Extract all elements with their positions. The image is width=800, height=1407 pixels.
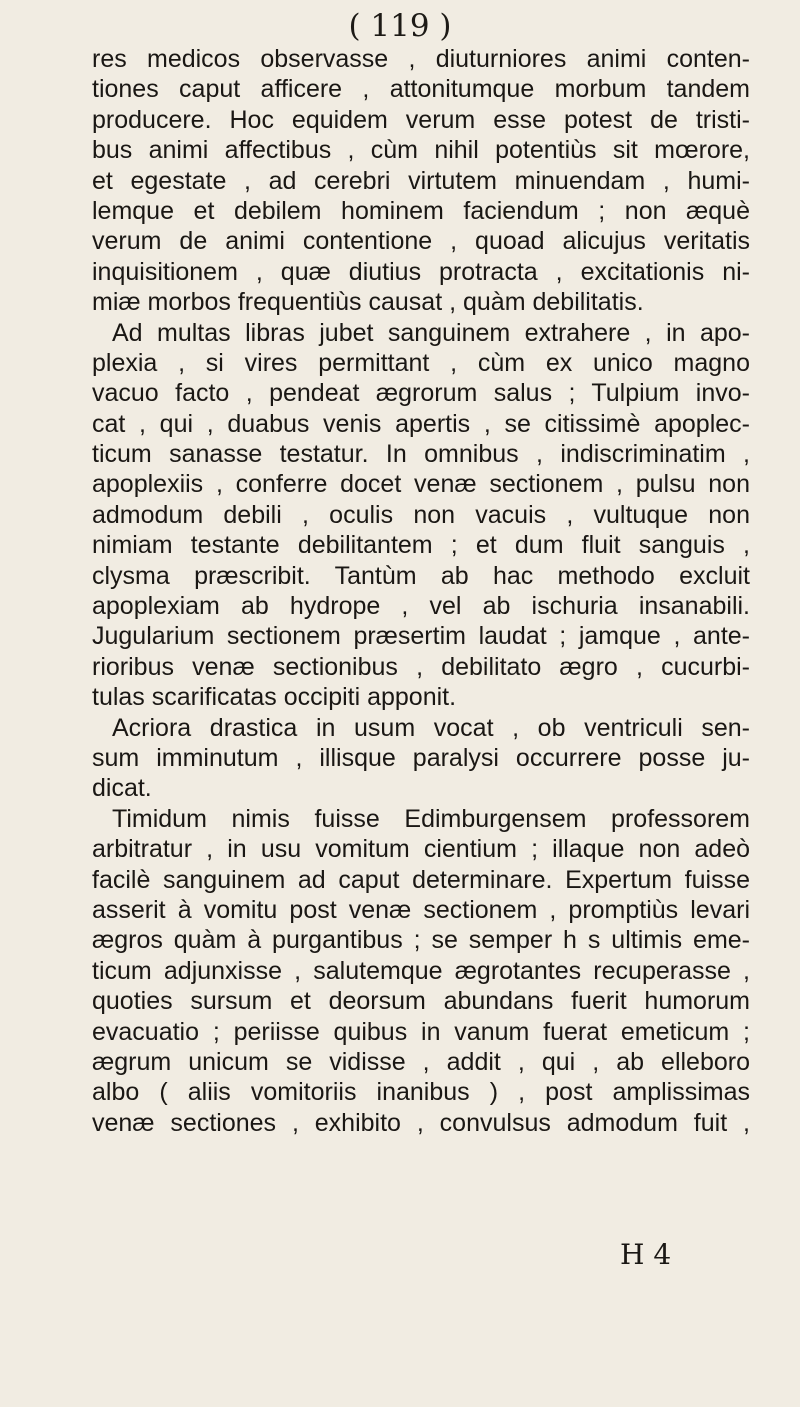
- text-line: admodum debili , oculis non vacuis , vultuque non: [92, 500, 750, 529]
- text-line: apoplexiam ab hydrope , vel ab ischuria insanabili.: [92, 592, 750, 621]
- text-line: dicat.: [92, 774, 152, 803]
- text-line: bus animi affectibus , cùm nihil potentiùs sit mœrore,: [92, 136, 750, 165]
- text-line: sum imminutum , illisque paralysi occurrere posse ju-: [92, 743, 750, 772]
- text-line: evacuatio ; periisse quibus in vanum fuerat emeticum ;: [92, 1017, 750, 1046]
- text-line: Ad multas libras jubet sanguinem extrahere , in apo-: [112, 318, 750, 347]
- text-line: ticum adjunxisse , salutemque ægrotantes recuperasse ,: [92, 956, 750, 985]
- text-line: miæ morbos frequentiùs causat , quàm debilitatis.: [92, 288, 644, 317]
- text-line: venæ sectiones , exhibito , convulsus admodum fuit ,: [92, 1108, 750, 1137]
- body-text: [92, 44, 750, 1138]
- text-line: tulas scarificatas occipiti apponit.: [92, 683, 457, 712]
- text-line: vacuo facto , pendeat ægrorum salus ; Tulpium invo-: [92, 379, 750, 408]
- text-line: inquisitionem , quæ diutius protracta , excitationis ni-: [92, 257, 750, 286]
- catchword: H 4: [620, 1238, 672, 1271]
- text-line: rioribus venæ sectionibus , debilitato ægro , cucurbi-: [92, 652, 750, 681]
- text-line: ægros quàm à purgantibus ; se semper h s ultimis eme-: [92, 926, 750, 955]
- text-line: Jugularium sectionem præsertim laudat ; jamque , ante-: [92, 622, 750, 651]
- text-line: quoties sursum et deorsum abundans fuerit humorum: [92, 987, 750, 1016]
- text-line: nimiam testante debilitantem ; et dum fluit sanguis ,: [92, 531, 750, 560]
- text-line: tiones caput afficere , attonitumque morbum tandem: [92, 75, 750, 104]
- page-number: ( 119 ): [348, 8, 452, 44]
- text-line: arbitratur , in usu vomitum cientium ; illaque non adeò: [92, 835, 750, 864]
- text-line: producere. Hoc equidem verum esse potest de tristi-: [92, 105, 750, 134]
- text-line: ticum sanasse testatur. In omnibus , indiscriminatim ,: [92, 440, 750, 469]
- text-line: Timidum nimis fuisse Edimburgensem professorem: [112, 804, 750, 833]
- text-line: clysma præscribit. Tantùm ab hac methodo excluit: [92, 561, 750, 590]
- text-line: ægrum unicum se vidisse , addit , qui , ab elleboro: [92, 1047, 750, 1076]
- text-line: et egestate , ad cerebri virtutem minuendam , humi-: [92, 166, 750, 195]
- text-line: lemque et debilem hominem faciendum ; non æquè: [92, 196, 750, 225]
- text-line: cat , qui , duabus venis apertis , se citissimè apoplec-: [92, 409, 750, 438]
- text-line: plexia , si vires permittant , cùm ex unico magno: [92, 348, 750, 377]
- text-line: Acriora drastica in usum vocat , ob ventriculi sen-: [112, 713, 750, 742]
- text-line: res medicos observasse , diuturniores animi conten-: [92, 45, 750, 73]
- text-line: albo ( aliis vomitoriis inanibus ) , post amplissimas: [92, 1078, 750, 1107]
- text-line: asserit à vomitu post venæ sectionem , promptiùs levari: [92, 895, 750, 924]
- text-line: facilè sanguinem ad caput determinare. Expertum fuisse: [92, 865, 750, 894]
- text-line: verum de animi contentione , quoad alicujus veritatis: [92, 227, 750, 256]
- text-line: apoplexiis , conferre docet venæ sectionem , pulsu non: [92, 470, 750, 499]
